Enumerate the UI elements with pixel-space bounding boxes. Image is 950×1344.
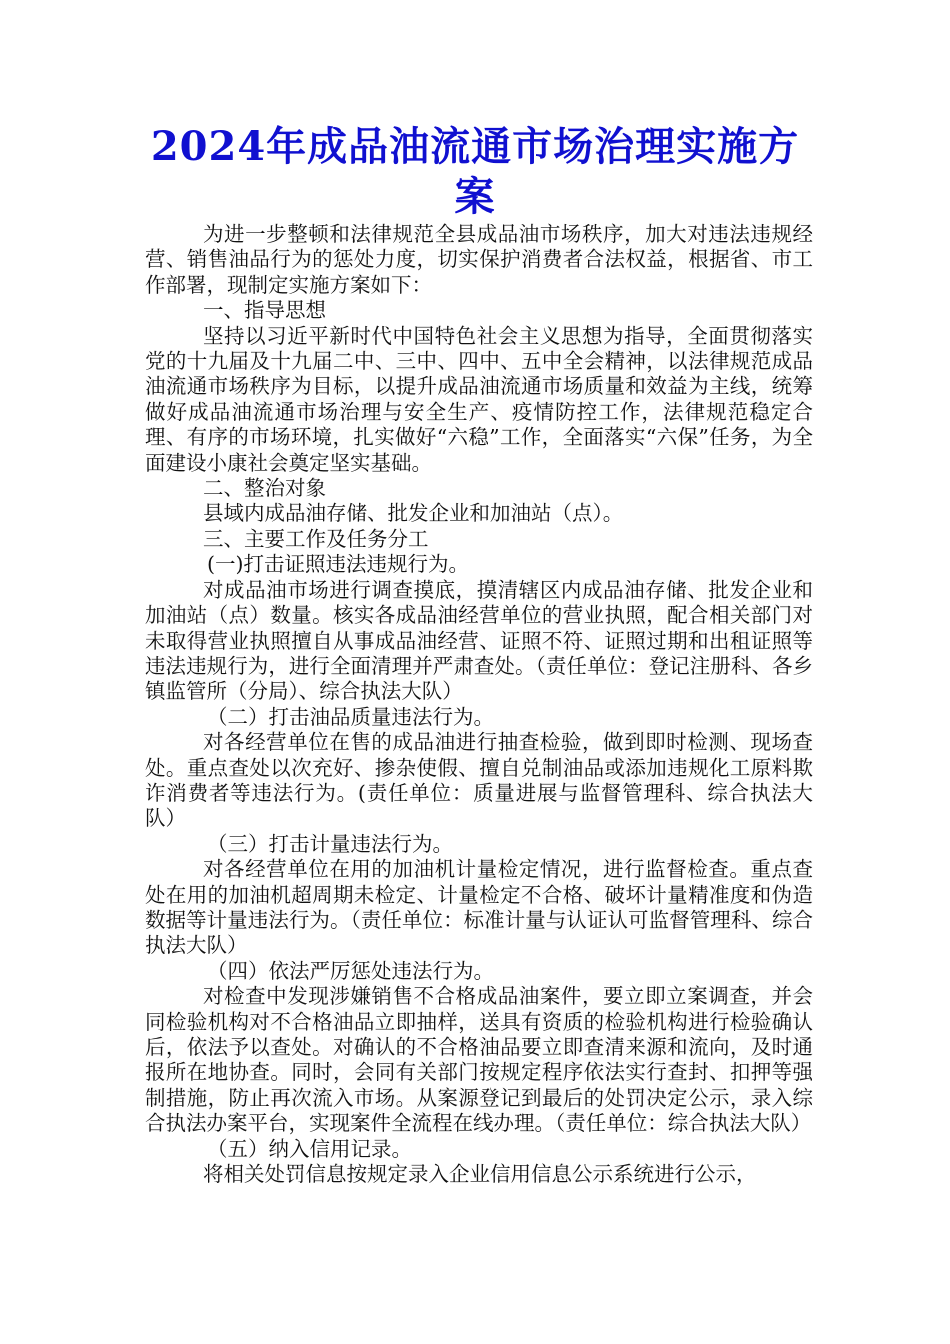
intro-paragraph: 为进一步整顿和法律规范全县成品油市场秩序，加大对违法违规经营、销售油品行为的惩处力度，切实保护消费者合法权益，根据省、市工作部署，现制定实施方案如下： [145,222,813,297]
license-violations-paragraph: 对成品油市场进行调查摸底，摸清辖区内成品油存储、批发企业和加油站（点）数量。核实各成品油经营单位的营业执照，配合相关部门对未取得营业执照擅自从事成品油经营、证照不符、证照过期和出租证照等违法违规行为，进行全面清理并严肃查处。（责任单位：登记注册科、各乡镇监管所（分局）、综合执法大队） [145,577,813,704]
guiding-ideology-paragraph: 坚持以习近平新时代中国特色社会主义思想为指导，全面贯彻落实党的十九届及十九届二中、三中、四中、五中全会精神，以法律规范成品油流通市场秩序为目标，以提升成品油流通市场质量和效益为主线，统筹做好成品油流通市场治理与安全生产、疫情防控工作，法律规范稳定合理、有序的市场环境，扎实做好“六稳”工作，全面落实“六保”任务，为全面建设小康社会奠定坚实基础。 [145,323,813,475]
subheading-punishment: （四）依法严厉惩处违法行为。 [207,958,494,983]
quality-violations-paragraph: 对各经营单位在售的成品油进行抽查检验，做到即时检测、现场查处。重点查处以次充好、掺杂使假、擅自兑制油品或添加违规化工原料欺诈消费者等违法行为。(责任单位：质量进展与监督管理科、综合执法大队） [145,730,813,831]
section-heading-main-tasks: 三、主要工作及任务分工 [203,526,429,551]
metering-violations-paragraph: 对各经营单位在用的加油机计量检定情况，进行监督检查。重点查处在用的加油机超周期未检定、计量检定不合格、破坏计量精准度和伪造数据等计量违法行为。（责任单位：标准计量与认证认可监督管理科、综合执法大队） [145,857,813,958]
targets-paragraph: 县域内成品油存储、批发企业和加油站（点）。 [203,501,624,526]
subheading-metering-violations: （三）打击计量违法行为。 [207,831,453,856]
document-title: 2024年成品油流通市场治理实施方案 [150,123,800,220]
punishment-paragraph: 对检查中发现涉嫌销售不合格成品油案件，要立即立案调查，并会同检验机构对不合格油品立即抽样，送具有资质的检验机构进行检验确认后，依法予以查处。对确认的不合格油品要立即查清来源和流向，及时通报所在地协查。同时，会同有关部门按规定程序依法实行查封、扣押等强制措施，防止再次流入市场。从案源登记到最后的处罚决定公示，录入综合执法办案平台，实现案件全流程在线办理。（责任单位：综合执法大队） [145,984,813,1136]
credit-records-paragraph: 将相关处罚信息按规定录入企业信用信息公示系统进行公示， [203,1162,757,1187]
subheading-credit-records: （五）纳入信用记录。 [207,1136,412,1161]
document-body [145,222,813,1187]
section-heading-guiding-ideology: 一、指导思想 [203,298,326,323]
subheading-quality-violations: （二）打击油品质量违法行为。 [207,704,494,729]
subheading-license-violations: (一)打击证照违法违规行为。 [207,552,469,577]
section-heading-targets: 二、整治对象 [203,476,326,501]
